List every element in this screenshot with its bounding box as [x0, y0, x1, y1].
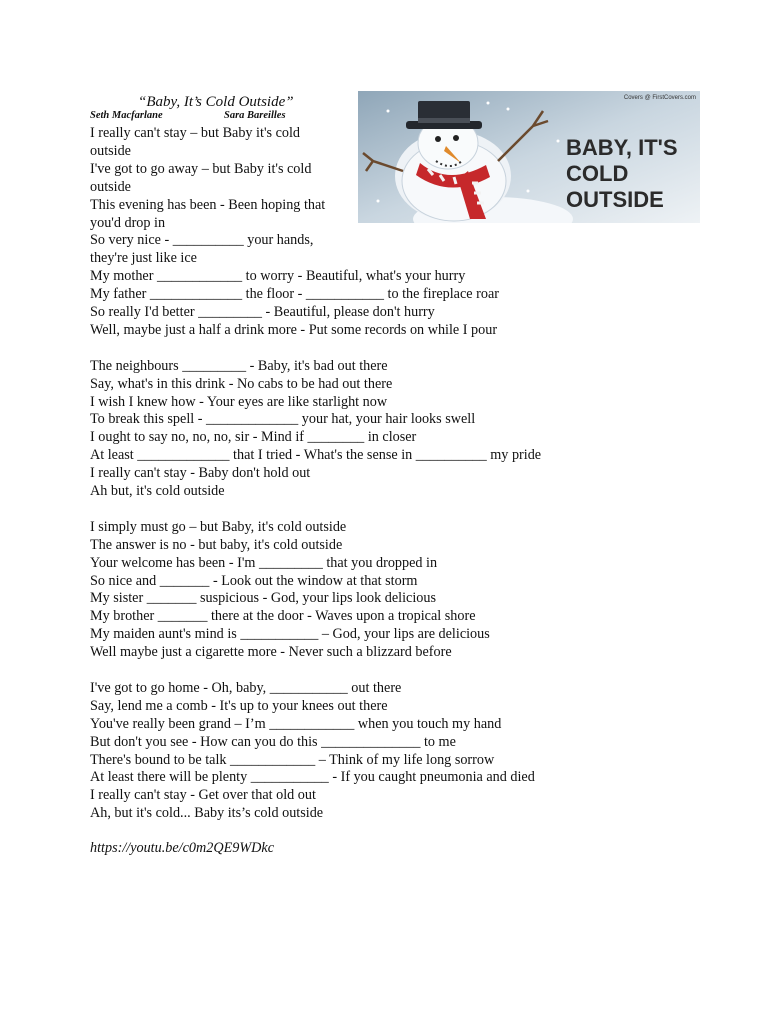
lyric-line: they're just like ice: [90, 250, 197, 267]
lyric-line: So nice and _______ - Look out the window at that storm: [90, 572, 418, 589]
author-2: Sara Bareilles: [224, 110, 286, 121]
banner-credit: Covers @ FirstCovers.com: [623, 95, 696, 101]
song-title: “Baby, It’s Cold Outside”: [138, 94, 294, 110]
lyric-line: I really can't stay - Get over that old out: [90, 787, 316, 804]
lyric-line: I've got to go home - Oh, baby, ___________ out there: [90, 679, 402, 696]
lyric-line: At least there will be plenty ___________ - If you caught pneumonia and died: [90, 769, 535, 786]
lyric-line: I simply must go – but Baby, it's cold outside: [90, 518, 347, 535]
lyric-line: My father _____________ the floor - ___________ to the fireplace roar: [90, 286, 499, 303]
lyric-line: My maiden aunt's mind is ___________ – God, your lips are delicious: [90, 626, 490, 643]
lyric-line: To break this spell - _____________ your hat, your hair looks swell: [90, 411, 476, 428]
lyric-line: At least _____________ that I tried - What's the sense in __________ my pride: [90, 447, 542, 464]
lyric-line: Your welcome has been - I'm _________ that you dropped in: [90, 554, 438, 571]
lyric-line: My mother ____________ to worry - Beautiful, what's your hurry: [90, 268, 466, 285]
authors: [90, 110, 286, 121]
lyric-line: There's bound to be talk ____________ – Think of my life long sorrow: [90, 751, 495, 768]
lyric-line: I really can't stay - Baby don't hold out: [90, 465, 311, 482]
lyric-line: You've really been grand – I’m ____________ when you touch my hand: [90, 715, 502, 732]
lyric-line: Say, lend me a comb - It's up to your knees out there: [90, 697, 388, 714]
lyric-line: I wish I knew how - Your eyes are like starlight now: [90, 393, 388, 410]
lyric-line: you'd drop in: [90, 214, 166, 231]
lyric-line: So really I'd better _________ - Beautiful, please don't hurry: [90, 304, 435, 320]
lyric-line: Ah, but it's cold... Baby its’s cold outside: [90, 805, 324, 822]
lyric-line: But don't you see - How can you do this ______________ to me: [90, 733, 456, 750]
lyric-line: Say, what's in this drink - No cabs to be had out there: [90, 375, 393, 392]
cold-outside-banner-image: [358, 91, 700, 223]
lyric-line: So very nice - __________ your hands,: [90, 232, 314, 249]
banner-title-line-2: COLD: [566, 161, 629, 186]
lyric-line: The answer is no - but baby, it's cold outside: [90, 536, 343, 553]
lyric-line: Ah but, it's cold outside: [90, 483, 225, 499]
banner-title-line-1: BABY, IT'S: [566, 135, 678, 160]
banner-title-line-3: OUTSIDE: [566, 187, 664, 212]
lyric-line: The neighbours _________ - Baby, it's bad out there: [90, 357, 388, 374]
lyric-line: This evening has been - Been hoping that: [90, 196, 326, 213]
lyric-line: Well, maybe just a half a drink more - Put some records on while I pour: [90, 321, 498, 338]
lyric-line: My sister _______ suspicious - God, your lips look delicious: [90, 590, 437, 607]
lyric-line: Well maybe just a cigarette more - Never such a blizzard before: [90, 644, 452, 661]
lyric-line: outside: [90, 178, 131, 195]
lyric-line: I've got to go away – but Baby it's cold: [90, 160, 312, 177]
lyric-line: My brother _______ there at the door - Waves upon a tropical shore: [90, 608, 476, 625]
lyric-line: I really can't stay – but Baby it's cold: [90, 125, 300, 141]
lyric-line: I ought to say no, no, no, sir - Mind if ________ in closer: [90, 429, 417, 446]
lyric-line: outside: [90, 142, 131, 159]
author-1: Seth Macfarlane: [90, 110, 163, 121]
video-link[interactable]: https://youtu.be/c0m2QE9WDkc: [90, 840, 274, 856]
